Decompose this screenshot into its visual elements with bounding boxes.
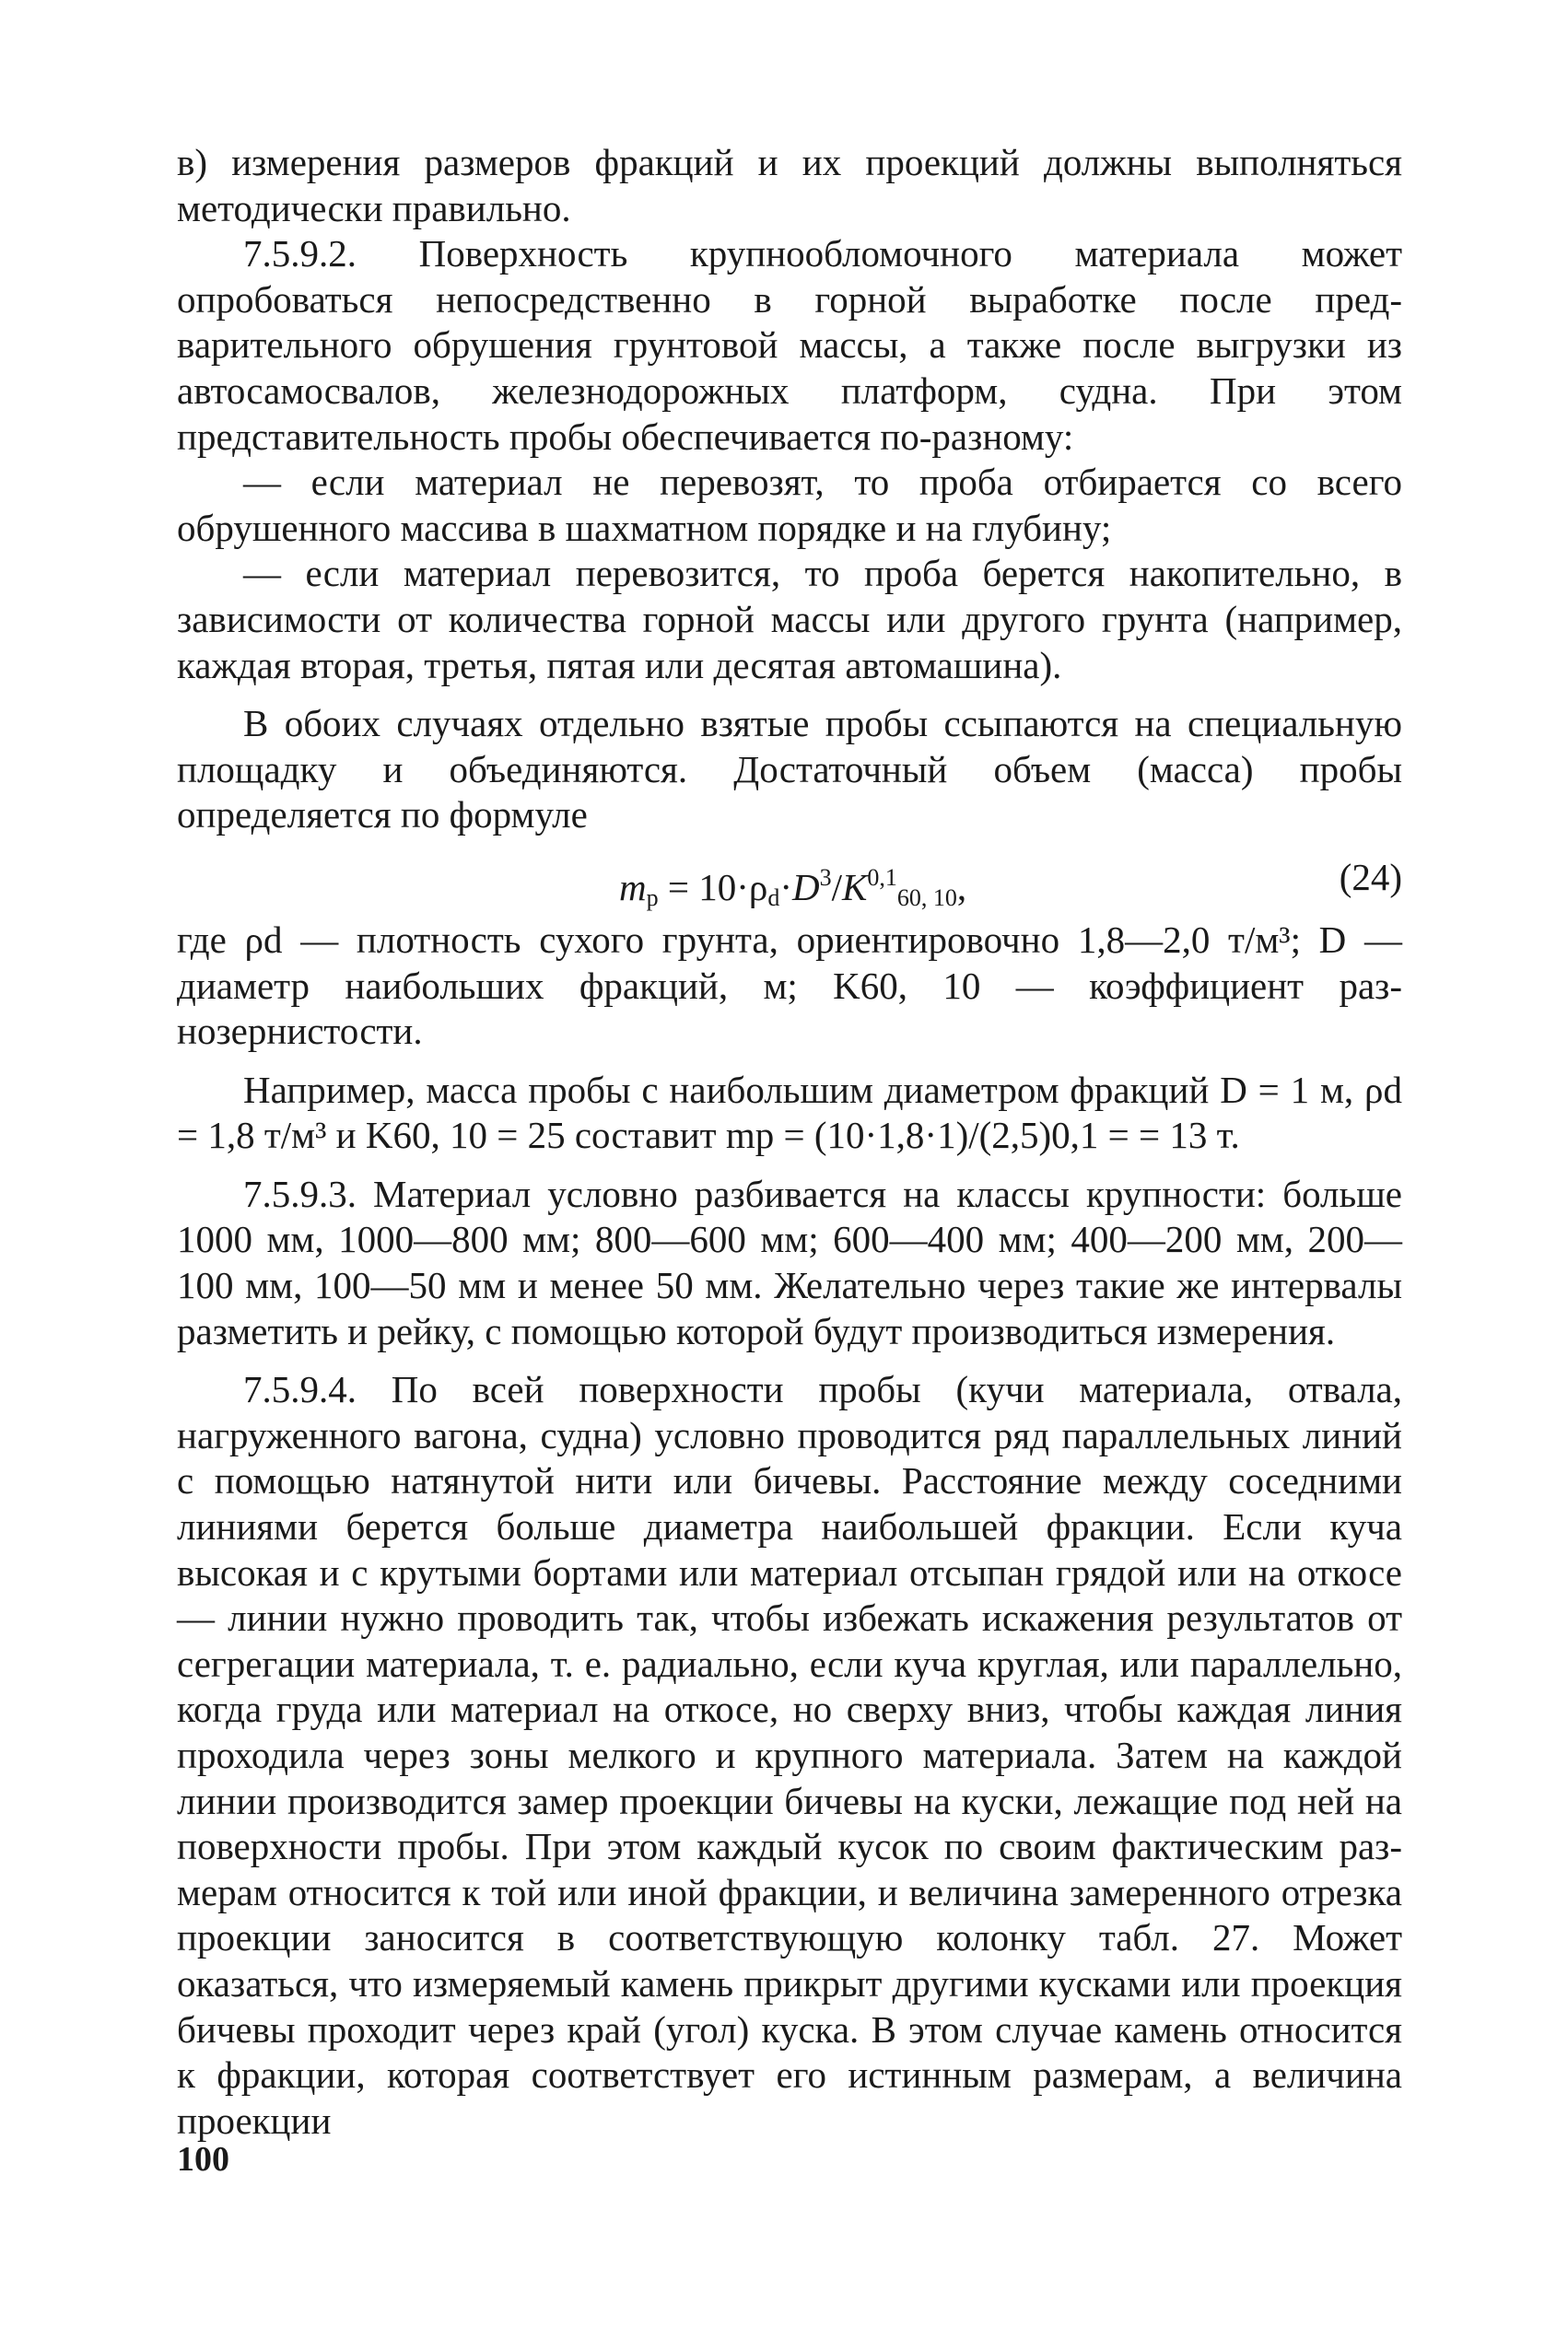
list-item-transported: — если материал перевозится, то проба берется накопительно, в зависимости от количества горной массы или другого грунта (например, каждая вторая, третья, пятая или десятая автомашина). [177,552,1402,686]
paragraph-7-5-9-4: 7.5.9.4. По всей поверхности пробы (кучи материала, отвала, нагруженного вагона, судна) условно проводится ряд параллельных линий с помощью натянутой нити или бичевы. Расстояние между соседними линиями берется больше диаметра наибольшей фракции. Если куча высокая и с крутыми бортами или материал отсыпан грядой или на откосе — линии нужно проводить так, чтобы избежать искажения результатов от сегрегации материала, т. е. радиально, если куча круглая, или параллельно, когда груда или материал на откосе, но сверху вниз, чтобы каждая линия проходила через зоны мелкого и крупного материала. Затем на каждой линии производится замер проекции бичевы на куски, лежащие под ней на поверхности пробы. При этом каждый кусок по своим фактическим размерам относится к той или иной фракции, и величина замеренного отрезка проекции заносится в соответствующую колонку табл. 27. Может оказаться, что измеряемый камень прикрыт другими кусками или проекция бичевы проходит через край (угол) куска. В этом случае камень относится к фракции, которая соответствует его истинным размерам, а величина проекции [177,1368,1402,2142]
paragraph-measurement-note: в) измерения размеров фракций и их проекций должны выполняться методически правильно. [177,141,1402,229]
formula-24 [177,851,1402,911]
paragraph-where-definitions: где ρd — плотность сухого грунта, ориентировочно 1,8—2,0 т/м³; D — диаметр наибольших фракций, м; K60, 10 — коэффициент разнозернистости. [177,918,1402,1053]
paragraph-7-5-9-2: 7.5.9.2. Поверхность крупнообломочного материала может опробоваться непосредственно в горной выработке после предварительного обрушения грунтовой массы, а также после выгрузки из автосамосвалов, железнодорожных платформ, судна. При этом представительность пробы обеспечивается по-разному: [177,232,1402,458]
list-item-not-transported: — если материал не перевозят, то проба отбирается со всего обрушенного массива в шахматном порядке и на глубину; [177,461,1402,549]
paragraph-sample-volume: В обоих случаях отдельно взятые пробы ссыпаются на специальную площадку и объединяются. Достаточный объем (масса) пробы определяется по формуле [177,702,1402,836]
page-number: 100 [177,2140,229,2179]
paragraph-example: Например, масса пробы с наибольшим диаметром фракций D = 1 м, ρd = 1,8 т/м³ и K60, 10 = 25 составит mp = (10·1,8·1)/(2,5)0,1 = = 13 т. [177,1068,1402,1157]
formula-number: (24) [1339,855,1402,898]
paragraph-7-5-9-3: 7.5.9.3. Материал условно разбивается на классы крупности: больше 1000 мм, 1000—800 мм; 800—600 мм; 600—400 мм; 400—200 мм, 200—100 мм, 100—50 мм и менее 50 мм. Желательно через такие же интервалы разметить и рейку, с помощью которой будут производиться измерения. [177,1172,1402,1352]
document-page [177,140,1402,2144]
formula-expression: mp = $10\cdot\rho d\cdot D^3/K^{0,1}60$, 10, [619,863,967,911]
